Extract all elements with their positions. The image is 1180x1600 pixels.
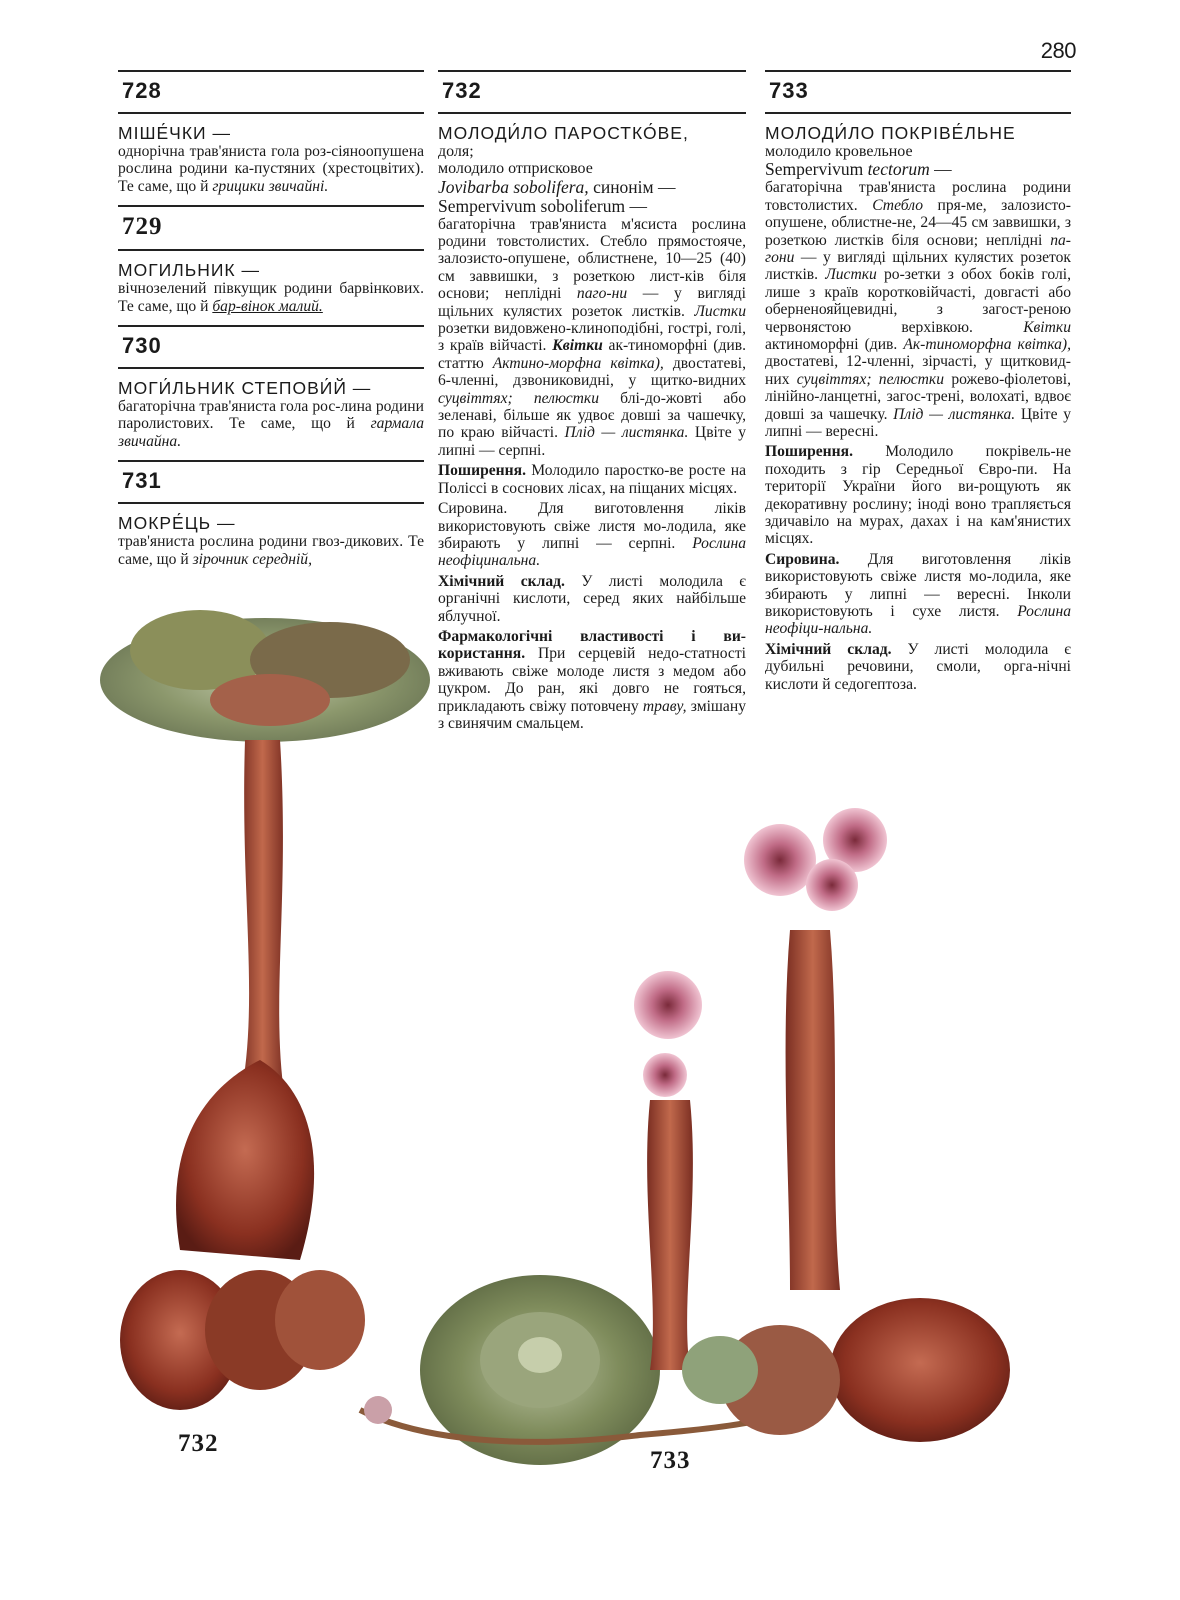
entry-title: МОЛОДИ́ЛО ПАРОСТКО́ВЕ,	[438, 123, 689, 143]
page-number: 280	[1040, 38, 1076, 63]
text-segment: блі-до-жовті або зеленаві, більше як удвоє довші за чашечку, по краю війчасті.	[438, 389, 746, 442]
text-segment: змішану з свинячим смальцем.	[438, 697, 746, 732]
entry-number: 730	[122, 333, 162, 359]
section-label: Хімічний склад.	[438, 572, 565, 590]
text-segment: рожево-фіолетові, лінійно-ланцетні, загос-трені, волохаті, вдвоє довші за чашечку.	[765, 370, 1071, 423]
text-segment: Для виготовлення ліків використовують свіже листя мо-лодила, яке збирають у липні — серпні.	[438, 500, 746, 552]
latin-genus: Sempervivum	[765, 159, 868, 180]
text-segment: актиноморфні (див.	[765, 335, 904, 353]
term: суцвіттях; пелюстки	[438, 389, 600, 407]
plant-733	[634, 808, 1010, 1442]
term: па-гони	[765, 231, 1071, 266]
latin-synonym: Sempervivum soboliferum —	[438, 195, 648, 216]
entry-number: 728	[122, 78, 162, 103]
plate-label-733: 733	[650, 1447, 691, 1474]
entry-number: 729	[122, 213, 163, 241]
text-segment: Молодило покрівель-не походить з гір Середньої Євро-пи. На території України його ви-рощують як декоративну рослину; іноді воно трапляється здичавіло на мурах, дахах і на кам'янистих місцях.	[765, 443, 1071, 548]
text-segment: —	[929, 159, 952, 180]
term: траву,	[642, 697, 687, 715]
cross-reference: гармала звичайна.	[118, 415, 424, 450]
term: Ак-тиноморфна квітка),	[903, 335, 1071, 353]
text-segment: синонім —	[588, 176, 676, 197]
plant-732	[100, 610, 430, 1410]
section-label: Сировина.	[438, 500, 508, 518]
cross-reference: грицики звичайні.	[212, 177, 329, 195]
text-segment: багаторічна трав'яниста гола рос-лина родини паролистових. Те саме, що й	[118, 398, 424, 433]
section-label: Сировина.	[765, 550, 840, 568]
entry-title: МОГИ́ЛЬНИК СТЕПОВИ́Й —	[118, 378, 372, 399]
term: Рослина неофіцинальна.	[438, 534, 746, 570]
latin-species: tectorum	[867, 159, 930, 180]
synonym-line: молодило кровельное	[765, 143, 913, 160]
text-segment: У листі молодила є дубильні речовини, смоли, орга-нічні кислоти й седогептоза.	[765, 640, 1071, 693]
entry-number: 733	[769, 78, 809, 103]
text-segment: двостатеві, 6-членні, дзвониковидні, у щитко-видних	[438, 354, 746, 390]
text-segment: розетки видовжено-клиноподібні, гострі, голі, з країв війчасті.	[438, 320, 746, 355]
term: Квітки	[552, 337, 603, 355]
section-label: Поширення.	[765, 443, 853, 461]
latin-genus: Jovibarba sobolifera,	[438, 176, 589, 197]
text-segment: багаторічна трав'яниста рослина родини товстолистих.	[765, 179, 1071, 214]
term: паго-ни	[576, 285, 628, 303]
text-segment: Молодило паростко-ве росте на Поліссі в соснових лісах, на піщаних місцях.	[438, 462, 746, 497]
term: Актино-морфна квітка),	[492, 354, 664, 372]
text-segment: двостатеві, 12-членні, зірчасті, у щитковид-них	[765, 353, 1071, 388]
text-segment: Цвіте у липні — вересні.	[765, 405, 1071, 440]
text-segment: пря-ме, залозисто-опушене, облистне-не, 24—45 см заввишки, з розеткою листків біля основи; неплідні	[765, 196, 1071, 249]
text-segment: Для виготовлення ліків використовують свіже листя мо-лодила, яке збирають у липні — вересні. Інколи використовують і сухе листя.	[765, 550, 1071, 621]
entry-title: МОКРЕ́ЦЬ —	[118, 513, 236, 534]
text-segment: ак-тиноморфні (див. статтю	[438, 337, 746, 372]
entry-number: 731	[122, 468, 162, 494]
cross-reference: бар-вінок малий.	[212, 297, 323, 315]
section-label: Хімічний склад.	[765, 640, 892, 658]
term: суцвіттях; пелюстки	[796, 370, 945, 388]
entry-title: МОЛОДИ́ЛО ПОКРІВЕ́ЛЬНЕ	[765, 123, 1016, 143]
term: Квітки	[1023, 318, 1071, 336]
text-segment: багаторічна трав'яниста м'ясиста рослина родини товстолистих. Стебло прямостояче, залозисто-опушене, облистнене, 10—25 (40) см заввишки, з розеткою лист-ків біля основи; неплідні	[438, 215, 746, 303]
term: Плід — листянка.	[564, 424, 689, 442]
term: Листки	[825, 266, 877, 284]
text-segment: трав'яниста рослина родини гвоз-дикових. Те саме, що й	[118, 533, 424, 568]
plate-label-732: 732	[178, 1430, 219, 1457]
section-label: Фармакологічні властивості і ви-користання.	[438, 627, 746, 663]
synonym-line: молодило отприсковое	[438, 160, 593, 178]
text-segment: У листі молодила є органічні кислоти, серед яких найбільше яблучної.	[438, 572, 747, 625]
cross-reference: зірочник середній,	[192, 550, 312, 568]
term: Стебло	[872, 196, 924, 214]
text-segment: Цвіте у липні — серпні.	[438, 424, 746, 459]
text-segment: ро-зетки з обох боків голі, лише з країв коротковійчасті, довгасті або оберненояйцевидні, з загост-реною червонястою верхівкою.	[765, 266, 1071, 336]
entry-title: МІШЕ́ЧКИ —	[118, 123, 231, 143]
section-label: Поширення.	[438, 462, 526, 480]
term: Листки	[694, 302, 746, 320]
term: Плід — листянка.	[893, 405, 1016, 423]
synonym-line: доля;	[438, 143, 474, 160]
term: Рослина неофіци-нальна.	[765, 603, 1071, 638]
text-segment: — у вигляді щільних кулястих розеток листків.	[765, 248, 1071, 284]
text-segment: — у вигляді щільних кулястих розеток листків.	[438, 285, 746, 320]
text-segment: однорічна трав'яниста гола роз-сіяноопушена рослина родини ка-пустяних (хрестоцвітих). Те саме, що й	[118, 143, 424, 195]
entry-number: 732	[442, 78, 482, 103]
text-segment: вічнозелений півкущик родини барвінкових. Те саме, що й	[118, 280, 424, 315]
text-segment: При серцевій недо-статності вживають свіже молоде листя з медом або цукром. До ран, які довго не гояться, прикладають свіжу потовчену	[438, 645, 746, 715]
entry-title: МОГИЛЬНИК —	[118, 260, 260, 281]
